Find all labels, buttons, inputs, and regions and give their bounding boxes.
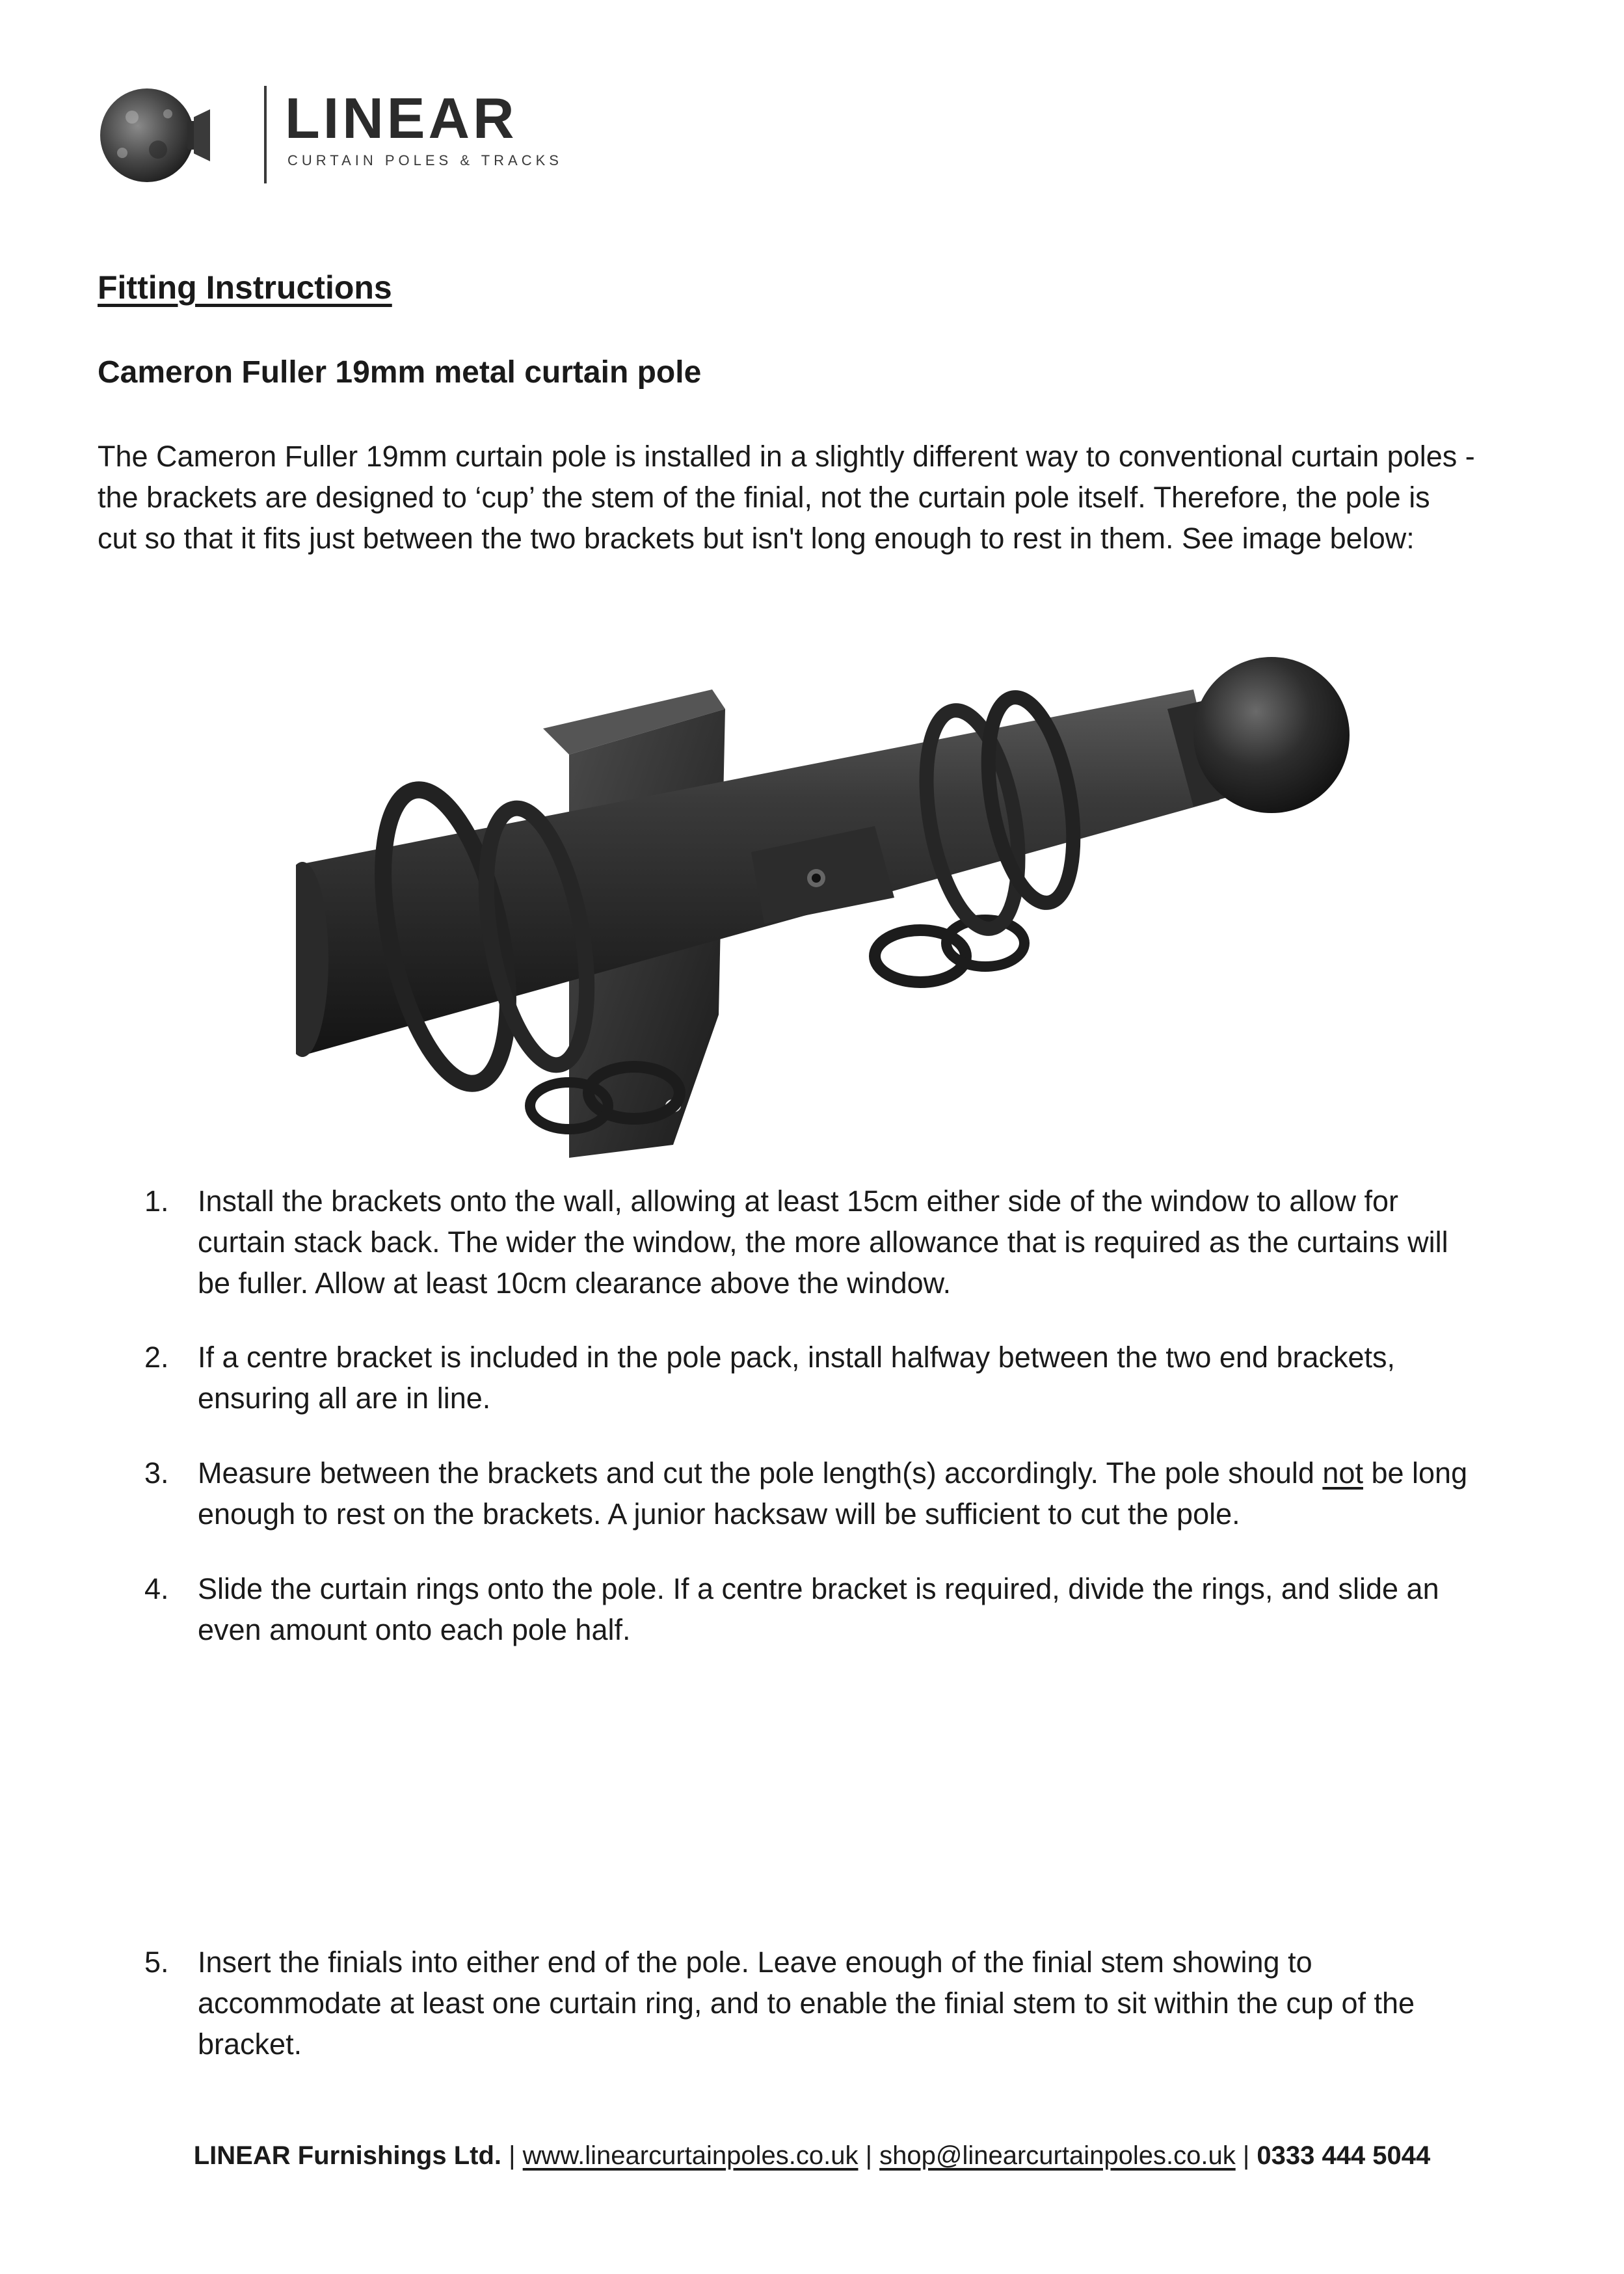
step-line: curtain stack back. The wider the window, the more allowance that is required as the curtains will xyxy=(198,1225,1448,1259)
intro-line: The Cameron Fuller 19mm curtain pole is installed in a slightly different way to conventional curtain poles - xyxy=(98,440,1475,473)
footer-separator: | xyxy=(1242,2141,1250,2170)
step-number: 5. xyxy=(144,1946,169,1979)
intro-line: the brackets are designed to ‘cup’ the stem of the finial, not the curtain pole itself. Therefore, the pole is xyxy=(98,481,1430,514)
step-line: If a centre bracket is included in the pole pack, install halfway between the two end brackets, xyxy=(198,1341,1396,1374)
step-line: accommodate at least one curtain ring, and to enable the finial stem to sit within the cup of the xyxy=(198,1986,1415,2020)
footer-separator: | xyxy=(865,2141,872,2170)
emphasis-not: not xyxy=(1322,1456,1363,1490)
step-number: 3. xyxy=(144,1456,169,1490)
step-line xyxy=(198,1452,1564,1493)
step-text-segment: be long xyxy=(1363,1456,1468,1490)
step-text xyxy=(198,1942,1564,2065)
curtain-finial-ball-icon xyxy=(96,78,210,192)
step-text xyxy=(198,1181,1564,1304)
curtain-pole-bracket-photo xyxy=(296,650,1350,1171)
footer-phone: 0333 444 5044 xyxy=(1257,2141,1431,2170)
step-line: Insert the finials into either end of the pole. Leave enough of the finial stem showing to xyxy=(198,1946,1312,1979)
step-line: Install the brackets onto the wall, allowing at least 15cm either side of the window to allow for xyxy=(198,1184,1398,1218)
step-text-segment: Measure between the brackets and cut the pole length(s) accordingly. The pole should xyxy=(198,1456,1323,1490)
step-line: Slide the curtain rings onto the pole. If a centre bracket is required, divide the rings, and slide an xyxy=(198,1572,1439,1605)
product-subtitle: Cameron Fuller 19mm metal curtain pole xyxy=(98,355,702,390)
step-line: ensuring all are in line. xyxy=(198,1382,491,1415)
step-line: be fuller. Allow at least 10cm clearance above the window. xyxy=(198,1266,952,1300)
brand-logo xyxy=(96,78,563,192)
logo-tagline: CURTAIN POLES & TRACKS xyxy=(287,152,563,168)
step-line: even amount onto each pole half. xyxy=(198,1613,631,1646)
logo-wordmark: LINEAR xyxy=(285,86,518,150)
footer-company: LINEAR Furnishings Ltd. xyxy=(193,2141,502,2170)
footer-separator: | xyxy=(509,2141,516,2170)
step-number: 1. xyxy=(144,1184,169,1218)
step-text xyxy=(198,1568,1564,1650)
step-text xyxy=(198,1452,1564,1534)
intro-line: cut so that it fits just between the two brackets but isn't long enough to rest in them. See image below: xyxy=(98,522,1415,555)
footer-website-link[interactable]: www.linearcurtainpoles.co.uk xyxy=(522,2141,859,2170)
intro-paragraph xyxy=(98,436,1548,559)
page-footer xyxy=(0,2140,1624,2171)
step-line: bracket. xyxy=(198,2027,302,2061)
footer-email-link[interactable]: shop@linearcurtainpoles.co.uk xyxy=(879,2141,1236,2170)
document-title: Fitting Instructions xyxy=(98,269,392,306)
step-number: 2. xyxy=(144,1341,169,1374)
step-number: 4. xyxy=(144,1572,169,1605)
step-text xyxy=(198,1337,1564,1419)
step-line: enough to rest on the brackets. A junior hacksaw will be sufficient to cut the pole. xyxy=(198,1497,1240,1531)
logo-divider xyxy=(264,86,267,183)
